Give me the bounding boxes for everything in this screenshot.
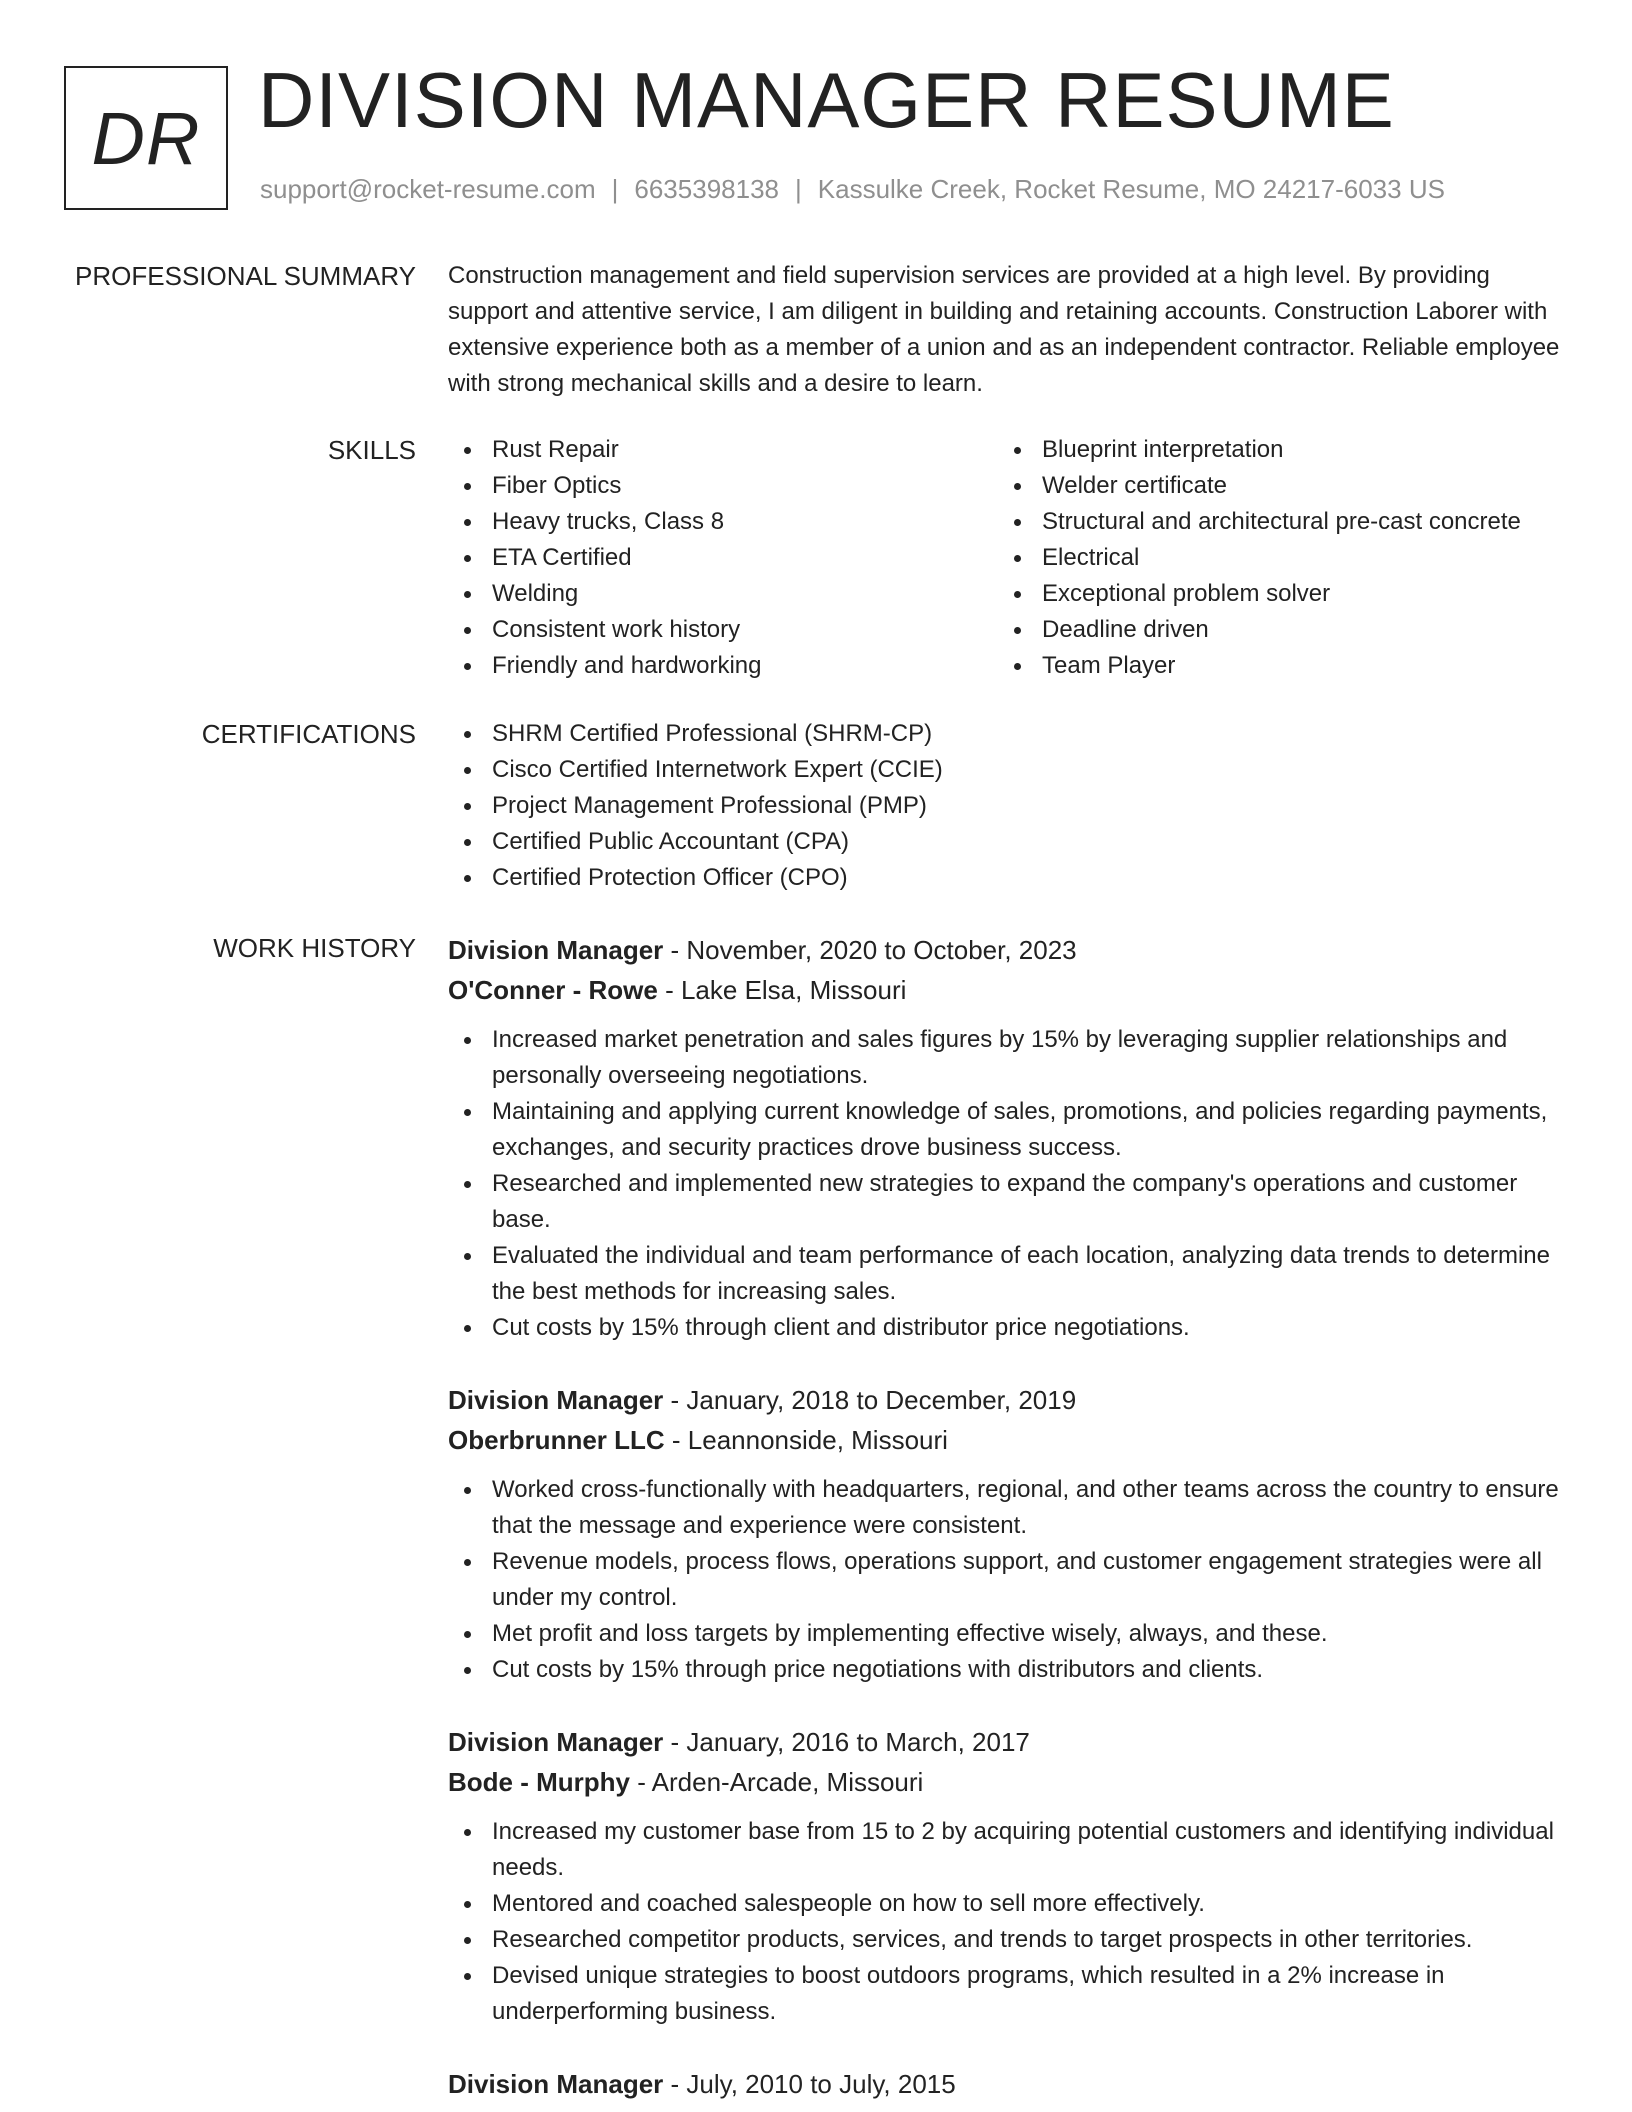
summary-text: Construction management and field supervision services are provided at a high level. By providing support and attentive service, I am diligent in building and retaining accounts. Construction Laborer with extensive experience both as a member of a union and as an independent contractor. Reliable employee with strong mechanical skills and a desire to learn. (448, 262, 1560, 397)
monogram-initials: DR (91, 96, 201, 180)
job-bullets (448, 1472, 1568, 1688)
skill-item: Consistent work history (448, 612, 998, 648)
skill-item: ETA Certified (448, 540, 998, 576)
contact-email[interactable]: support@rocket-resume.com (260, 174, 596, 204)
job-location: - Leannonside, Missouri (664, 1425, 948, 1455)
job-title: Division Manager (448, 2069, 664, 2099)
skills-body (448, 432, 1568, 684)
job-title-line (448, 930, 1568, 970)
skill-item: Electrical (998, 540, 1548, 576)
job-bullet-item: Met profit and loss targets by implementing effective wisely, always, and these. (448, 1616, 1568, 1652)
job-dates: - January, 2016 to March, 2017 (663, 1727, 1030, 1757)
skill-item: Team Player (998, 648, 1548, 684)
job-dates: - July, 2010 to July, 2015 (663, 2069, 956, 2099)
job-company-line (448, 1762, 1568, 1802)
skill-item: Rust Repair (448, 432, 998, 468)
job-bullet-item: Revenue models, process flows, operations support, and customer engagement strategies were all under my control. (448, 1544, 1568, 1616)
job-dates: - January, 2018 to December, 2019 (663, 1385, 1077, 1415)
job-location: - Arden-Arcade, Missouri (630, 1767, 924, 1797)
skill-item: Structural and architectural pre-cast concrete (998, 504, 1548, 540)
job-company-line (448, 1420, 1568, 1460)
skill-item: Blueprint interpretation (998, 432, 1548, 468)
certification-item: Cisco Certified Internetwork Expert (CCIE) (448, 752, 1568, 788)
certification-item: Project Management Professional (PMP) (448, 788, 1568, 824)
job-entry (448, 1380, 1568, 1688)
contact-address: Kassulke Creek, Rocket Resume, MO 24217-6033 US (817, 174, 1445, 204)
skills-list-left (448, 432, 998, 684)
job-company: Bode - Murphy (448, 1767, 630, 1797)
job-bullet-item: Cut costs by 15% through price negotiations with distributors and clients. (448, 1652, 1568, 1688)
job-bullet-item: Researched and implemented new strategies to expand the company's operations and customer base. (448, 1166, 1568, 1238)
certifications-list (448, 716, 1568, 896)
contact-line (260, 174, 1445, 205)
skill-item: Fiber Optics (448, 468, 998, 504)
skill-item: Heavy trucks, Class 8 (448, 504, 998, 540)
job-bullet-item: Evaluated the individual and team performance of each location, analyzing data trends to determine the best methods for increasing sales. (448, 1238, 1568, 1310)
work-history-body (448, 930, 1568, 2112)
job-company: Oberbrunner LLC (448, 1425, 665, 1455)
job-bullet-item: Cut costs by 15% through client and distributor price negotiations. (448, 1310, 1568, 1346)
certification-item: SHRM Certified Professional (SHRM-CP) (448, 716, 1568, 752)
job-title-line (448, 1380, 1568, 1420)
contact-separator: | (795, 174, 802, 204)
job-entry (448, 930, 1568, 1346)
job-entry (448, 1722, 1568, 2030)
job-title-line (448, 2064, 1568, 2104)
skill-item: Welding (448, 576, 998, 612)
job-title-line (448, 1722, 1568, 1762)
skill-item: Exceptional problem solver (998, 576, 1548, 612)
job-bullet-item: Researched competitor products, services, and trends to target prospects in other territories. (448, 1922, 1568, 1958)
certifications-body (448, 716, 1568, 896)
job-bullet-item: Mentored and coached salespeople on how to sell more effectively. (448, 1886, 1568, 1922)
certifications-heading: CERTIFICATIONS (201, 719, 416, 749)
certification-item: Certified Protection Officer (CPO) (448, 860, 1568, 896)
job-dates: - November, 2020 to October, 2023 (663, 935, 1077, 965)
contact-phone[interactable]: 6635398138 (634, 174, 779, 204)
job-bullet-item: Increased market penetration and sales figures by 15% by leveraging supplier relationships and personally overseeing negotiations. (448, 1022, 1568, 1094)
skill-item: Deadline driven (998, 612, 1548, 648)
job-bullet-item: Maintaining and applying current knowledge of sales, promotions, and policies regarding payments, exchanges, and security practices drove business success. (448, 1094, 1568, 1166)
certification-item: Certified Public Accountant (CPA) (448, 824, 1568, 860)
job-location: - Lake Elsa, Missouri (657, 975, 907, 1005)
work-history-heading: WORK HISTORY (213, 933, 416, 963)
skill-item: Welder certificate (998, 468, 1548, 504)
job-title: Division Manager (448, 1727, 664, 1757)
skills-heading: SKILLS (327, 435, 416, 465)
job-bullet-item: Increased my customer base from 15 to 2 by acquiring potential customers and identifying individual needs. (448, 1814, 1568, 1886)
job-bullets (448, 1022, 1568, 1346)
contact-separator: | (611, 174, 619, 204)
skills-list-right (998, 432, 1548, 684)
skill-item: Friendly and hardworking (448, 648, 998, 684)
job-company: O'Conner - Rowe (448, 975, 658, 1005)
job-company-line (448, 970, 1568, 1010)
job-title: Division Manager (448, 935, 664, 965)
resume-title: DIVISION MANAGER RESUME (258, 56, 1395, 144)
job-bullet-item: Devised unique strategies to boost outdoors programs, which resulted in a 2% increase in underperforming business. (448, 1958, 1568, 2030)
summary-heading: PROFESSIONAL SUMMARY (75, 261, 416, 291)
job-bullets (448, 1814, 1568, 2030)
monogram-box (64, 66, 228, 210)
job-entry (448, 2064, 1568, 2104)
job-title: Division Manager (448, 1385, 664, 1415)
job-bullet-item: Worked cross-functionally with headquarters, regional, and other teams across the country to ensure that the message and experience were consistent. (448, 1472, 1568, 1544)
